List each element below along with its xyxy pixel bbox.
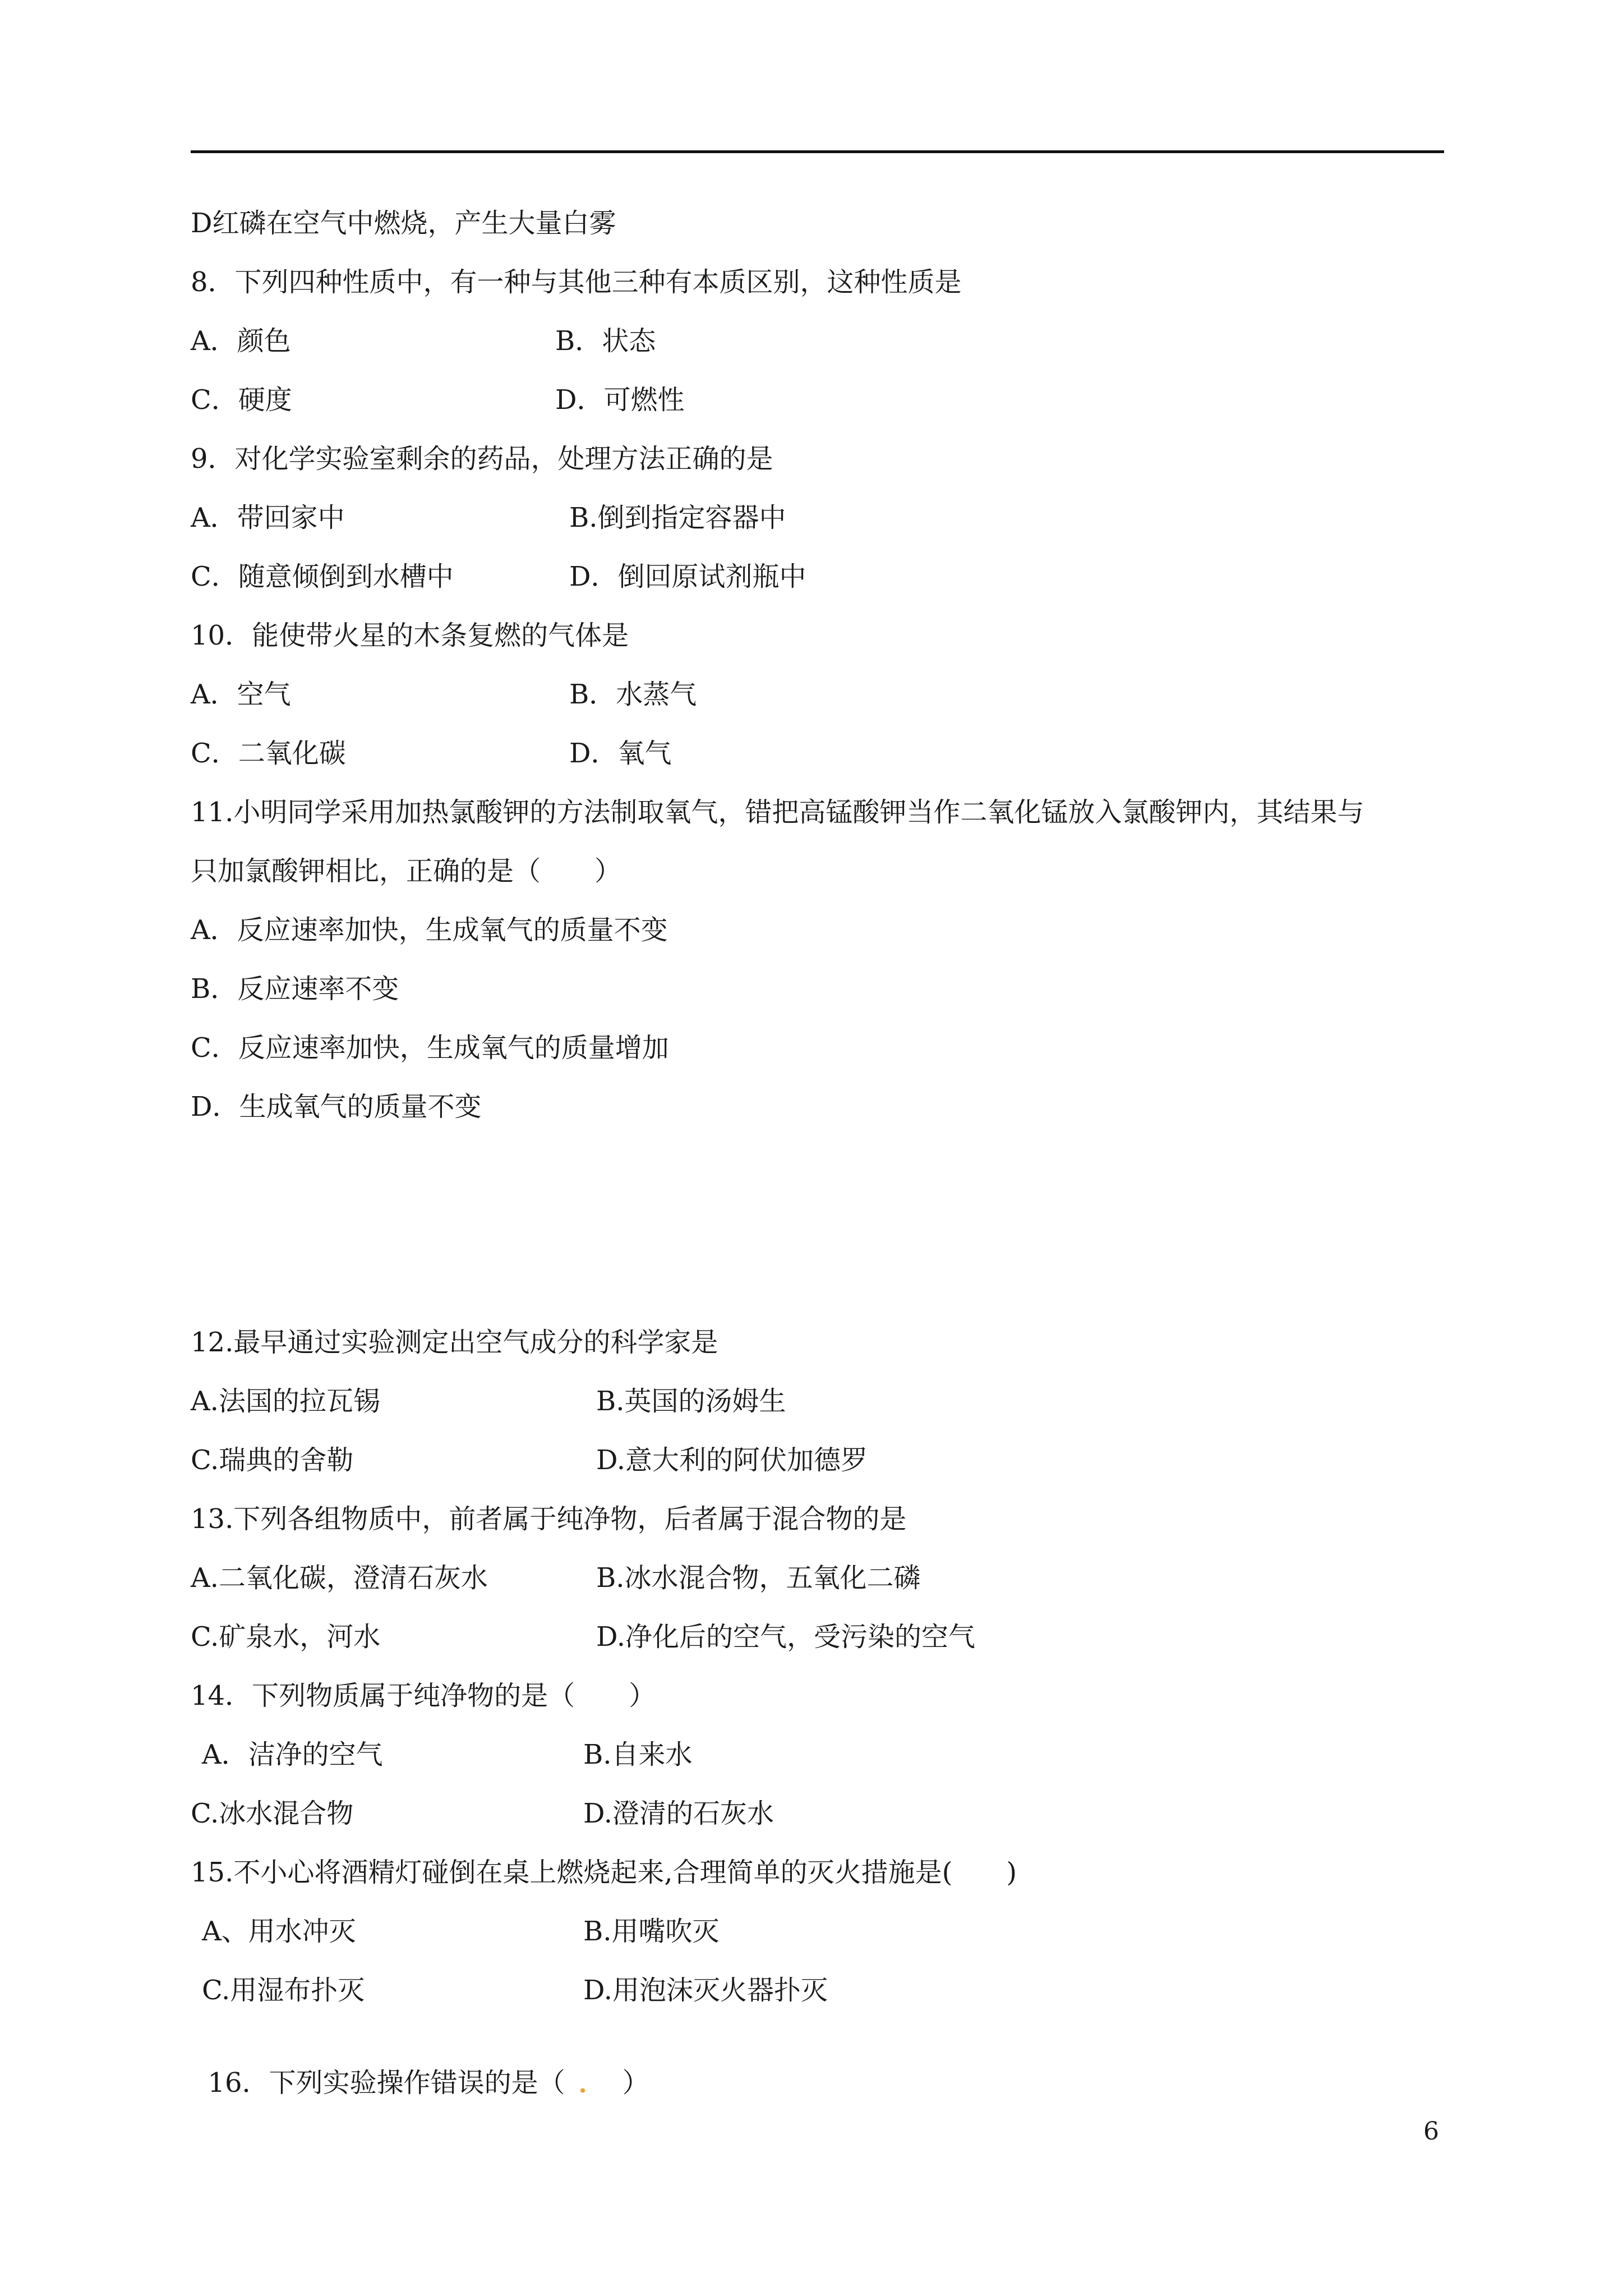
q10-option-d: D．氧气	[569, 738, 672, 769]
q16-stem-close: ）	[622, 2067, 649, 2099]
q8-stem: 8．下列四种性质中，有一种与其他三种有本质区别，这种性质是	[191, 266, 962, 298]
q9-option-b: B.倒到指定容器中	[569, 502, 786, 533]
q12-option-d: D.意大利的阿伏加德罗	[596, 1444, 868, 1476]
q12-option-b: B.英国的汤姆生	[596, 1386, 786, 1417]
q14-option-c: C.冰水混合物	[191, 1798, 354, 1829]
q9-option-a: A．带回家中	[191, 502, 345, 533]
q12-stem: 12.最早通过实验测定出空气成分的科学家是	[191, 1327, 718, 1358]
q10-option-b: B．水蒸气	[569, 679, 697, 710]
q12-option-a: A.法国的拉瓦锡	[191, 1386, 380, 1417]
q13-option-d: D.净化后的空气，受污染的空气	[596, 1621, 976, 1653]
q13-stem: 13.下列各组物质中，前者属于纯净物，后者属于混合物的是	[191, 1503, 907, 1535]
q16-answer-mark: ．	[578, 2067, 606, 2099]
q9-stem: 9．对化学实验室剩余的药品，处理方法正确的是	[191, 443, 773, 475]
q9-option-d: D．倒回原试剂瓶中	[569, 561, 806, 592]
q12-option-c: C.瑞典的舍勒	[191, 1444, 354, 1476]
q10-stem: 10．能使带火星的木条复燃的气体是	[191, 620, 629, 651]
q10-option-a: A．空气	[191, 679, 291, 710]
q8-option-b: B．状态	[555, 325, 656, 357]
q11-stem-line1: 11.小明同学采用加热氯酸钾的方法制取氧气，错把高锰酸钾当作二氧化锰放入氯酸钾内，其结果与	[191, 797, 1364, 828]
q7-option-d: D红磷在空气中燃烧，产生大量白雾	[191, 208, 616, 239]
q14-stem: 14．下列物质属于纯净物的是（ ）	[191, 1680, 656, 1711]
q15-option-c: C.用湿布扑灭	[202, 1975, 365, 2006]
q16-stem-open: 16．下列实验操作错误的是（	[208, 2067, 565, 2099]
q11-stem-line2: 只加氯酸钾相比，正确的是（ ）	[191, 855, 622, 887]
header-rule	[191, 150, 1444, 153]
q9-option-c: C．随意倾倒到水槽中	[191, 561, 454, 592]
q15-option-b: B.用嘴吹灭	[583, 1916, 720, 1947]
q11-option-d: D．生成氧气的质量不变	[191, 1091, 482, 1122]
page-number: 6	[1423, 2117, 1439, 2146]
q15-stem: 15.不小心将酒精灯碰倒在桌上燃烧起来,合理简单的灭火措施是( )	[191, 1857, 1017, 1888]
q8-option-a: A．颜色	[191, 325, 291, 357]
q11-option-b: B．反应速率不变	[191, 973, 399, 1005]
q11-option-c: C．反应速率加快，生成氧气的质量增加	[191, 1032, 669, 1064]
q13-option-a: A.二氧化碳，澄清石灰水	[191, 1562, 488, 1594]
q16-stem	[191, 2032, 649, 2100]
q13-option-b: B.冰水混合物，五氧化二磷	[596, 1562, 921, 1594]
q11-option-a: A．反应速率加快，生成氧气的质量不变	[191, 914, 668, 946]
q8-option-d: D．可燃性	[555, 384, 685, 416]
q13-option-c: C.矿泉水，河水	[191, 1621, 381, 1653]
q14-option-a: A．洁净的空气	[202, 1739, 383, 1770]
q14-option-b: B.自来水	[583, 1739, 693, 1770]
q14-option-d: D.澄清的石灰水	[583, 1798, 774, 1829]
q10-option-c: C．二氧化碳	[191, 738, 346, 769]
q15-option-d: D.用泡沫灭火器扑灭	[583, 1975, 828, 2006]
q15-option-a: A、用水冲灭	[202, 1916, 356, 1947]
q8-option-c: C．硬度	[191, 384, 292, 416]
